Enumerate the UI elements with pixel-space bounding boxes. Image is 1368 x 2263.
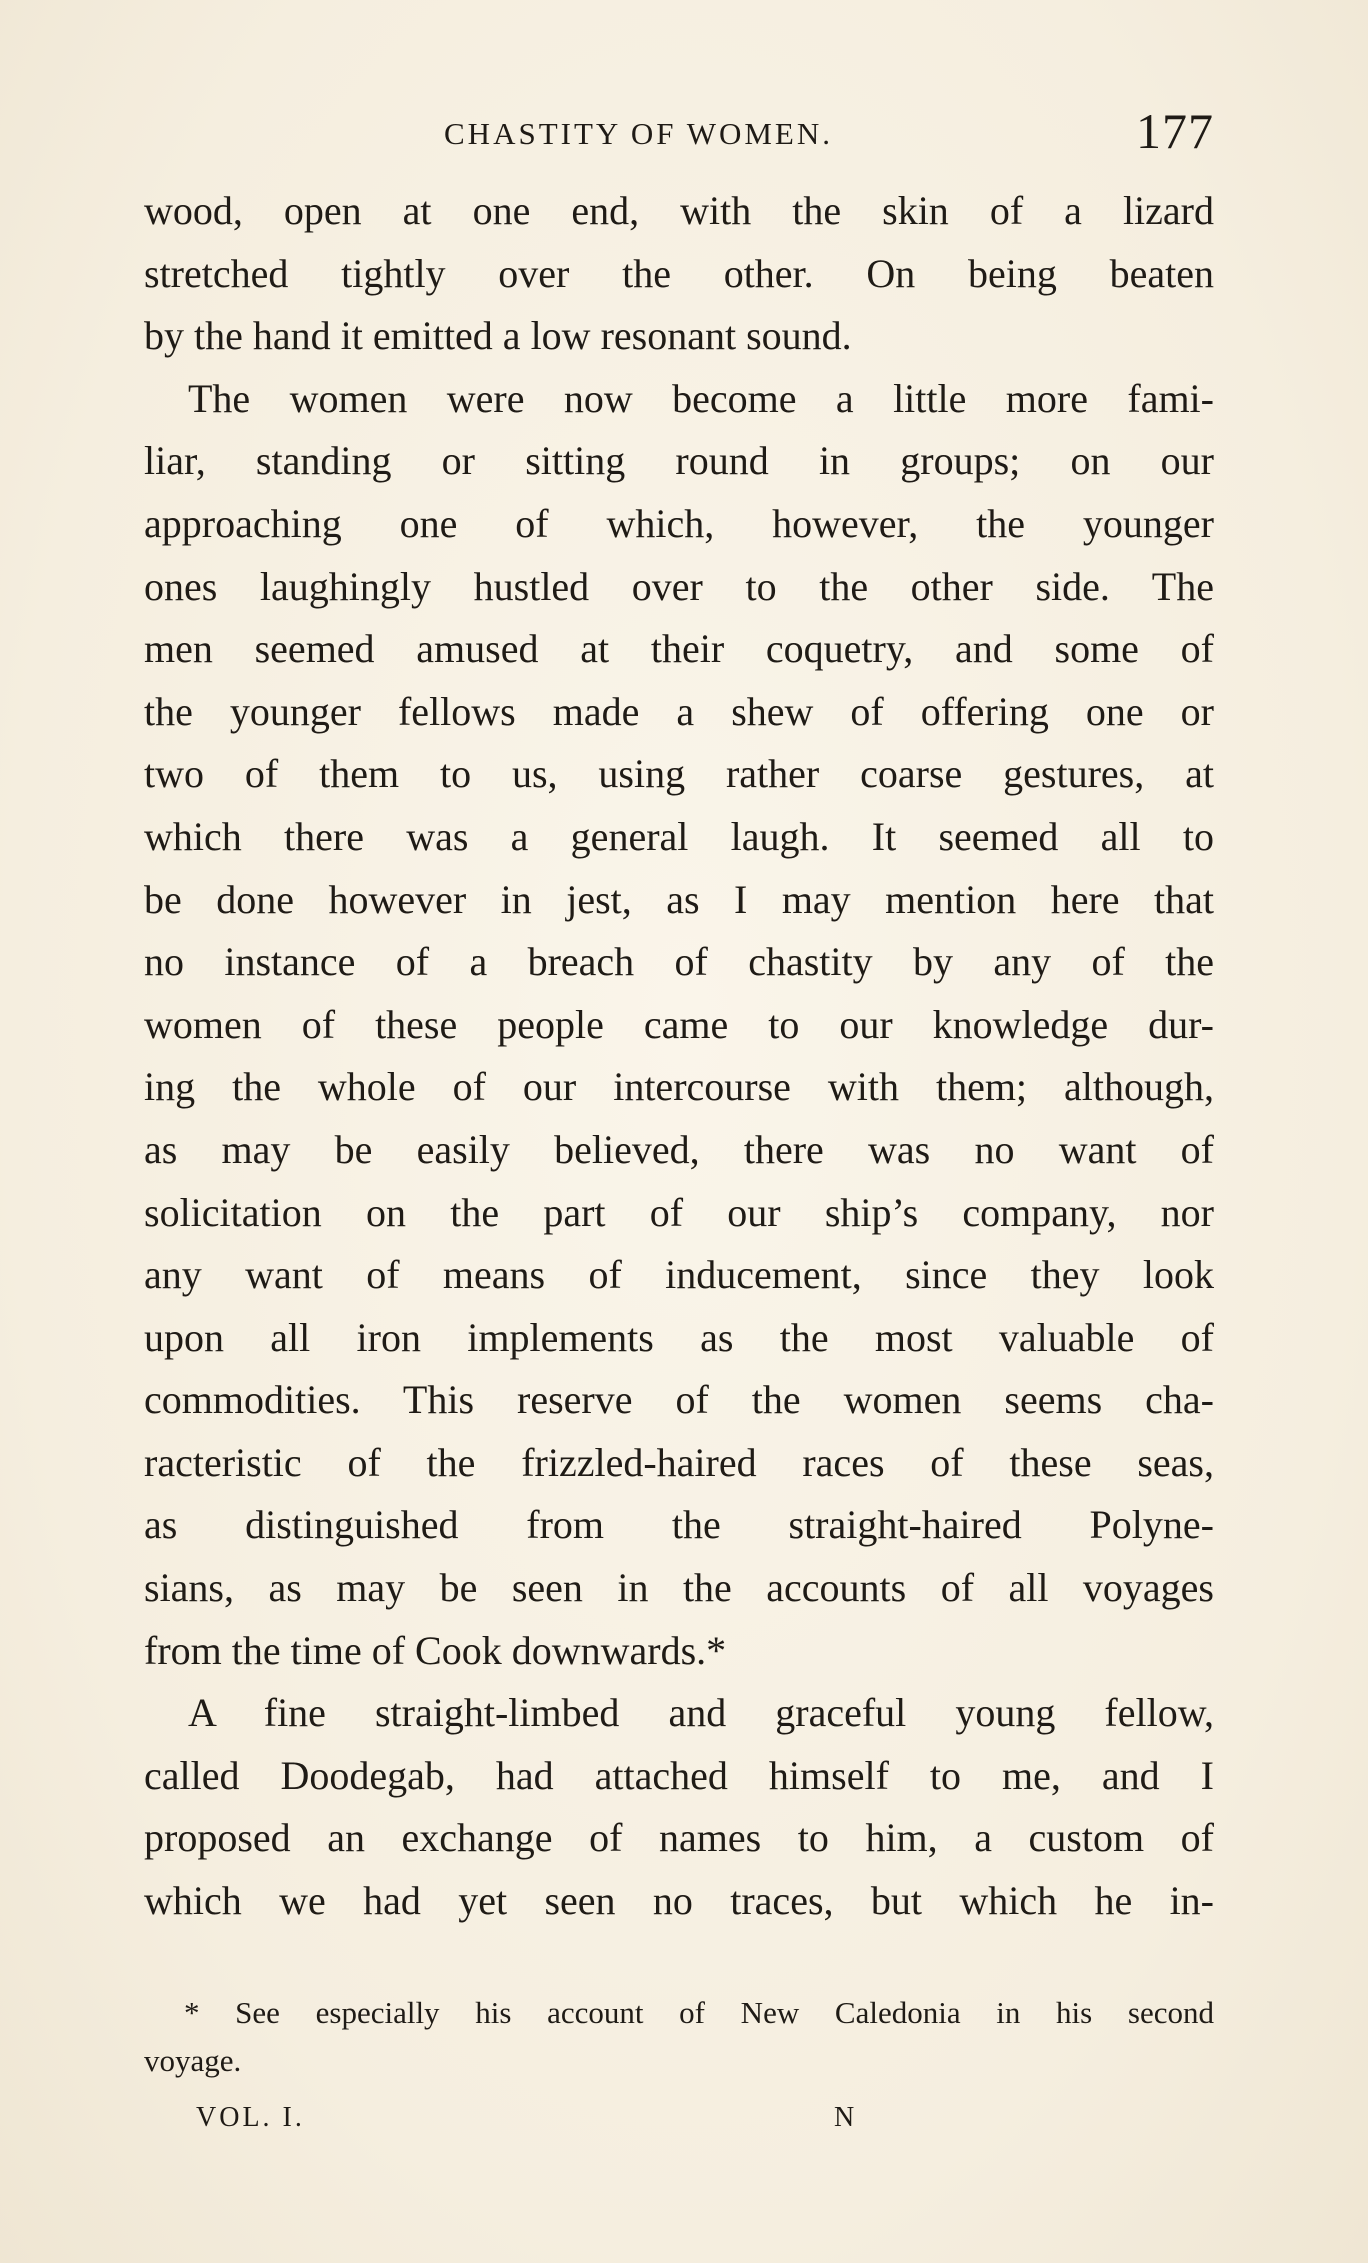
- text-line: solicitation on the part of our ship’s company, nor: [144, 1189, 1214, 1235]
- text-line: which we had yet seen no traces, but which he in-: [144, 1878, 1214, 1924]
- text-line: sians, as may be seen in the accounts of all voyages: [144, 1565, 1214, 1611]
- text-line: commodities. This reserve of the women seems cha-: [144, 1377, 1214, 1423]
- text-line: called Doodegab, had attached himself to me, and I: [144, 1752, 1214, 1798]
- text-line: as distinguished from the straight-haired Polyne-: [144, 1502, 1214, 1548]
- text-line: liar, standing or sitting round in groups; on our: [144, 438, 1214, 484]
- text-line: stretched tightly over the other. On being beaten: [144, 250, 1214, 296]
- text-line: any want of means of inducement, since they look: [144, 1252, 1214, 1298]
- body-text: [144, 180, 1214, 1933]
- text-line: men seemed amused at their coquetry, and some of: [144, 626, 1214, 672]
- text-line: be done however in jest, as I may mention here that: [144, 876, 1214, 922]
- volume-label: VOL. I.: [196, 2102, 305, 2133]
- text-line: ing the whole of our intercourse with them; although,: [144, 1064, 1214, 1110]
- text-line: A fine straight-limbed and graceful young fellow,: [188, 1690, 1214, 1736]
- text-line: from the time of Cook downwards.*: [144, 1627, 727, 1673]
- text-line: as may be easily believed, there was no want of: [144, 1126, 1214, 1172]
- text-line: approaching one of which, however, the younger: [144, 500, 1214, 546]
- signature-line: [196, 2102, 896, 2146]
- running-title: CHASTITY OF WOMEN.: [444, 116, 833, 151]
- running-head: [144, 104, 1214, 164]
- text-line: proposed an exchange of names to him, a custom of: [144, 1815, 1214, 1861]
- text-line: no instance of a breach of chastity by any of the: [144, 939, 1214, 985]
- text-line: The women were now become a little more fami-: [188, 375, 1214, 421]
- text-line: the younger fellows made a shew of offering one or: [144, 688, 1214, 734]
- text-line: two of them to us, using rather coarse gestures, at: [144, 751, 1214, 797]
- footnote: [144, 1989, 1214, 2085]
- footnote-line: voyage.: [144, 2043, 242, 2078]
- text-line: women of these people came to our knowledge dur-: [144, 1001, 1214, 1047]
- text-line: racteristic of the frizzled-haired races of these seas,: [144, 1439, 1214, 1485]
- text-line: wood, open at one end, with the skin of a lizard: [144, 188, 1214, 233]
- text-line: ones laughingly hustled over to the other side. The: [144, 563, 1214, 609]
- page-number: 177: [1136, 103, 1214, 159]
- footnote-line: * See especially his account of New Caledonia in his second: [184, 1995, 1214, 2030]
- signature-mark: N: [834, 2102, 855, 2133]
- text-line: upon all iron implements as the most valuable of: [144, 1314, 1214, 1360]
- text-line: by the hand it emitted a low resonant sound.: [144, 313, 852, 359]
- text-line: which there was a general laugh. It seemed all to: [144, 813, 1214, 859]
